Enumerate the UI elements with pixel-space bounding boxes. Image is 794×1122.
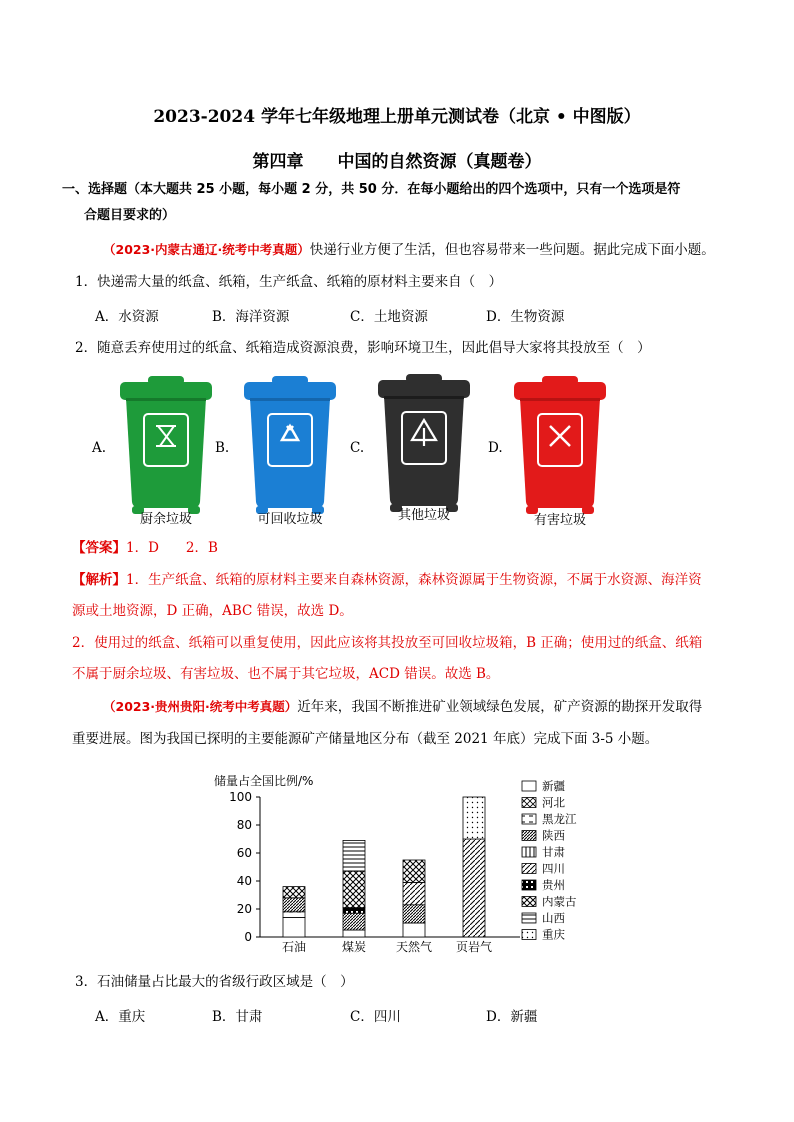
chart-y-tick-label: 0 [244, 930, 252, 944]
group1-source: （2023·内蒙古通辽·统考中考真题） [103, 242, 310, 257]
answer-line [72, 538, 218, 558]
q3-option-b[interactable]: B．甘肃 [212, 1009, 263, 1025]
answer-label: 【答案】 [72, 540, 126, 556]
chart-bar-segment [283, 912, 305, 918]
group2-intro-cont: 重要进展。图为我国已探明的主要能源矿产储量地区分布（截至 2021 年底）完成下面 3-5 小题。 [72, 731, 659, 747]
chart-x-tick-label: 天然气 [395, 940, 433, 954]
chart-bar-segment [283, 887, 305, 898]
bin-label-kitchen: 厨余垃圾 [139, 512, 192, 527]
q2-option-b-letter[interactable]: B. [215, 440, 230, 456]
q3-stem: 3．石油储量占比最大的省级行政区域是（ ） [75, 974, 354, 990]
bin-other-waste[interactable] [378, 374, 470, 512]
q1-option-d[interactable]: D．生物资源 [486, 309, 565, 325]
chart-legend-swatch [522, 880, 536, 890]
bin-recyclable[interactable] [244, 376, 336, 514]
group1-intro [103, 240, 715, 260]
q1-option-b[interactable]: B．海洋资源 [212, 309, 290, 325]
chart-y-tick-label: 80 [236, 818, 252, 832]
analysis-p1a: 1．生产纸盒、纸箱的原材料主要来自森林资源，森林资源属于生物资源，不属于水资源、海洋资 [126, 572, 702, 588]
chart-legend-swatch [522, 930, 536, 940]
chart-ylabel: 储量占全国比例/% [214, 774, 314, 788]
chart-legend-label: 陕西 [542, 828, 565, 843]
chart-legend-label: 重庆 [542, 927, 565, 942]
bin-hazardous[interactable] [514, 376, 606, 514]
chart-bar-segment [283, 898, 305, 912]
analysis-p2b: 不属于厨余垃圾、有害垃圾、也不属于其它垃圾，ACD 错误。故选 B。 [72, 666, 500, 682]
chart-bar-segment [343, 913, 365, 930]
chart-y-tick-label: 20 [236, 902, 252, 916]
group2-intro1: 近年来，我国不断推进矿业领域绿色发展，矿产资源的勘探开发取得 [297, 699, 703, 715]
analysis-line1 [72, 570, 702, 590]
q1-stem: 1．快递需大量的纸盒、纸箱，生产纸盒、纸箱的原材料主要来自（ ） [75, 274, 503, 290]
q2-stem: 2．随意丢弃使用过的纸盒、纸箱造成资源浪费，影响环境卫生，因此倡导大家将其投放至（ ） [75, 340, 651, 356]
q3-option-c[interactable]: C．四川 [350, 1009, 401, 1025]
chart-bar-segment [343, 930, 365, 937]
chart-bar-segment [463, 839, 485, 937]
chart-legend-swatch [522, 897, 536, 907]
chart-bar-segment [343, 840, 365, 871]
q2-option-c-letter[interactable]: C. [350, 440, 365, 456]
bin-label-recyclable: 可回收垃圾 [257, 512, 323, 527]
chart-x-tick-label: 煤炭 [341, 940, 367, 954]
chart-legend-label: 河北 [542, 795, 565, 810]
chart-bar-segment [403, 905, 425, 923]
chart-bar-segment [343, 871, 365, 907]
chart-y-tick-label: 40 [236, 874, 252, 888]
group2-intro [103, 697, 702, 717]
chart-legend-swatch [522, 798, 536, 808]
exam-title: 2023-2024 学年七年级地理上册单元测试卷（北京 • 中图版） [153, 107, 641, 127]
q1-option-c[interactable]: C．土地资源 [350, 309, 428, 325]
bin-label-other: 其他垃圾 [397, 508, 450, 523]
chart-y-tick-label: 100 [229, 790, 252, 804]
chart-bar-segment [403, 882, 425, 904]
analysis-p1b: 源或土地资源，D 正确，ABC 错误，故选 D。 [72, 603, 353, 619]
chart-x-tick-label: 页岩气 [455, 940, 493, 954]
section-heading-cont: 合题目要求的） [84, 208, 176, 223]
bin-label-hazardous: 有害垃圾 [533, 513, 586, 528]
chart-legend-label: 四川 [542, 861, 565, 876]
chart-legend-swatch [522, 847, 536, 857]
chart-legend-label: 内蒙古 [542, 894, 577, 909]
chart-bar-segment [343, 908, 365, 914]
q3-option-a[interactable]: A．重庆 [95, 1009, 146, 1025]
q2-option-a-letter[interactable]: A. [92, 440, 107, 456]
q3-option-d[interactable]: D．新疆 [486, 1009, 538, 1025]
q2-option-d-letter[interactable]: D. [488, 440, 503, 456]
q1-option-a[interactable]: A．水资源 [95, 309, 159, 325]
answer-text: 1．D 2．B [126, 540, 218, 556]
analysis-label: 【解析】 [72, 572, 126, 588]
chart-legend-label: 甘肃 [542, 845, 565, 859]
chart-legend-label: 新疆 [542, 779, 565, 793]
chart-y-tick-label: 60 [236, 846, 252, 860]
energy-reserves-chart [200, 765, 600, 965]
chart-legend-swatch [522, 864, 536, 874]
chart-bar-segment [403, 923, 425, 937]
chart-legend-swatch [522, 831, 536, 841]
chart-bar-segment [463, 797, 485, 839]
analysis-p2a: 2．使用过的纸盒、纸箱可以重复使用，因此应该将其投放至可回收垃圾箱，B 正确；使用过的纸盒、纸箱 [72, 635, 703, 651]
group2-source: （2023·贵州贵阳·统考中考真题） [103, 699, 298, 714]
group1-intro-text: 快递行业方便了生活，但也容易带来一些问题。据此完成下面小题。 [309, 242, 715, 258]
chart-bar-segment [403, 860, 425, 882]
chart-bar-segment [283, 917, 305, 937]
chapter-title: 第四章 中国的自然资源（真题卷） [252, 152, 542, 172]
section-heading: 一、选择题（本大题共 25 小题，每小题 2 分，共 50 分．在每小题给出的四个选项中，只有一个选项是符 [62, 182, 681, 197]
chart-legend-label: 贵州 [542, 878, 565, 892]
chart-legend-swatch [522, 814, 536, 824]
chart-legend-swatch [522, 913, 536, 923]
chart-x-tick-label: 石油 [281, 940, 307, 954]
chart-legend-label: 黑龙江 [542, 812, 577, 826]
chart-legend-label: 山西 [542, 911, 565, 925]
chart-legend-swatch [522, 781, 536, 791]
bin-kitchen-waste[interactable] [120, 376, 212, 514]
